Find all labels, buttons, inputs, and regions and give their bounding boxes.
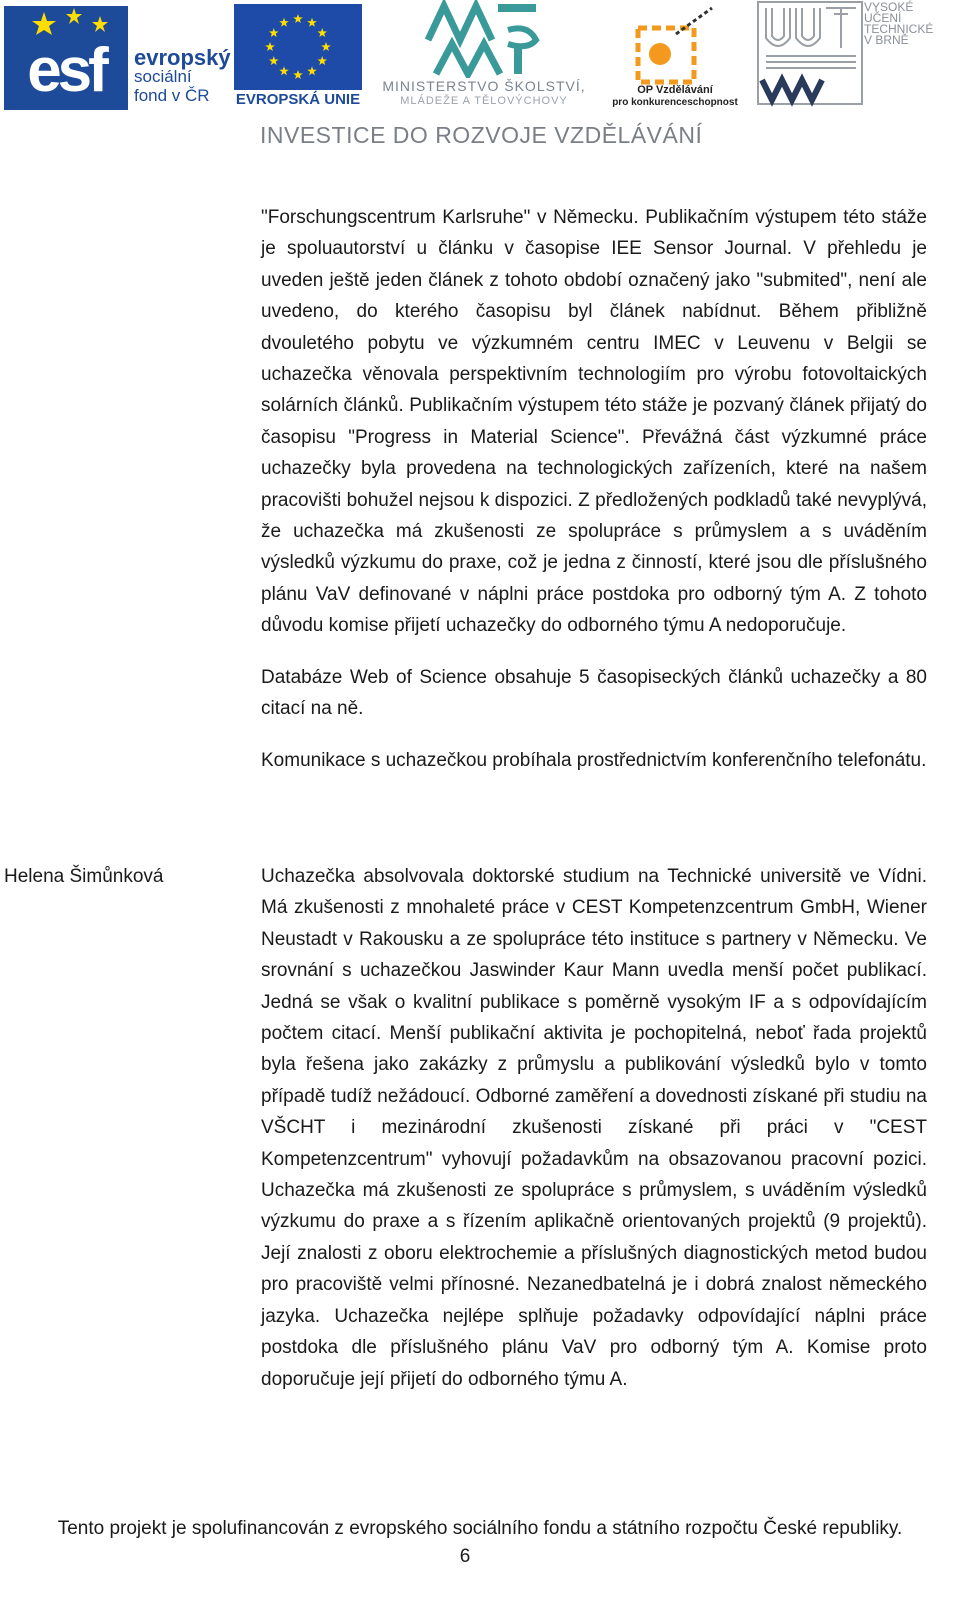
paragraph-1: "Forschungscentrum Karlsruhe" v Německu. Publikačním výstupem této stáže je spoluautorství u článku v časopise IEE Sensor Journal. V přehledu je uveden ještě jeden článek z tohoto období označený jako "submited", není ale uvedeno, do kterého časopisu byl článek nabídnut. Během přibližně dvouletého pobytu ve výzkumném centru IMEC v Leuvenu v Belgii se uchazečka věnovala perspektivním technologiím pro výrobu fotovoltaických solárních článků. Publikačním výstupem této stáže je pozvaný článek přijatý do časopisu "Progress in Material Science". Převážná část výzkumné práce uchazečky byla provedena na technologických zařízeních, které na našem pracovišti bohužel nejsou k dispozici. Z předložených podkladů také nevyplývá, že uchazečka má zkušenosti ze spolupráce s průmyslem a s uváděním výsledků výzkumu do praxe, což je jedna z činností, které jsou dle příslušného plánu VaV definované v náplni práce postdoka pro odborný tým A. Z tohoto důvodu komise přijetí uchazečky do odborného týmu A nedoporučuje.: [261, 207, 927, 637]
esf-line1: evropský: [134, 45, 231, 70]
eu-star-icon: [279, 66, 289, 75]
eu-star-icon: [293, 70, 303, 79]
eu-star-icon: [269, 28, 279, 37]
esf-logo: [4, 6, 231, 110]
eu-star-icon: [265, 42, 275, 51]
eu-star-icon: [307, 66, 317, 75]
paragraph-2: Databáze Web of Science obsahuje 5 časopiseckých článků uchazečky a 80 citací na ně.: [261, 666, 927, 720]
candidate-paragraph: Uchazečka absolvovala doktorské studium na Technické universitě ve Vídni. Má zkušenosti z mnohaleté práce v CEST Kompetenzcentrum GmbH, Wiener Neustadt v Rakousku a ze spolupráce této instituce s partnery v Německu. Ve srovnání s uchazečkou Jaswinder Kaur Mann uvedla menší počet publikací. Jedná se však o kvalitní publikace s poměrně vysokým IF a s odpovídajícím počtem citací. Menší publikační aktivita je pochopitelná, neboť řada projektů byla řešena jako zakázky z průmyslu a publikování výsledků bylo v tomto případě tudíž nežádoucí. Odborné zaměření a dovednosti získané při studiu na VŠCHT i mezinárodní zkušenosti získané při práci v "CEST Kompetenzcentrum" vyhovují požadavkům na obsazovanou pracovní pozici. Uchazečka má zkušenosti ze spolupráce s průmyslem, s uváděním výsledků výzkumu do praxe a s řízením aplikačně orientovaných projektů (9 projektů). Její znalosti z oboru elektrochemie a příslušných diagnostických metod budou pro pracoviště velmi přínosné. Nezanedbatelná je i dobrá znalost německého jazyka. Uchazečka nejlépe splňuje požadavky odpovídající náplni práce postdoka dle příslušného plánu VaV pro odborný tým A. Komise proto doporučuje její přijetí do odborného týmu A.: [261, 866, 927, 1390]
eu-star-icon: [318, 56, 328, 65]
eu-star-icon: [279, 18, 289, 27]
candidate-section: [261, 861, 927, 1395]
vut-line4: V BRNĚ: [864, 33, 909, 47]
vut-text: [864, 2, 933, 46]
eu-stars-icon: [234, 4, 362, 90]
esf-square: [4, 6, 128, 110]
vut-mark-icon: [756, 0, 866, 108]
page-number: 6: [459, 1546, 471, 1567]
eu-flag: [234, 4, 362, 90]
eu-caption: EVROPSKÁ UNIE: [235, 91, 361, 108]
eu-star-icon: [293, 14, 303, 23]
esf-letters: esf: [27, 36, 105, 105]
investice-slogan: INVESTICE DO ROZVOJE VZDĚLÁVÁNÍ: [260, 122, 703, 148]
vut-line3: TECHNICKÉ: [864, 22, 934, 36]
op-line2: pro konkurenceschopnost: [612, 97, 738, 108]
esf-line3: fond v ČR: [134, 86, 210, 105]
esf-line2: sociální: [134, 67, 192, 86]
vut-line1: VYSOKÉ: [864, 0, 914, 14]
msmt-line1: MINISTERSTVO ŠKOLSTVÍ,: [382, 78, 586, 94]
esf-text: [134, 45, 231, 105]
paragraph-3: Komunikace s uchazečkou probíhala prostřednictvím konferenčního telefonátu.: [261, 749, 927, 771]
eu-star-icon: [307, 18, 317, 27]
vut-line2: UČENÍ: [864, 11, 902, 25]
msmt-logo: [372, 0, 596, 112]
footer-text: Tento projekt je spolufinancován z evropského sociálního fondu a státního rozpočtu České republiky.: [57, 1518, 903, 1539]
msmt-mark-icon: [422, 0, 542, 78]
logo-header: [0, 0, 960, 160]
msmt-line2: MLÁDEŽE A TĚLOVÝCHOVY: [400, 95, 568, 107]
candidate-name: Helena Šimůnková: [4, 866, 164, 887]
op-line1: OP Vzdělávání: [637, 84, 713, 96]
op-mark-icon: [630, 4, 720, 86]
vut-logo: [756, 0, 936, 112]
document-body: [261, 202, 927, 796]
op-logo: [600, 0, 750, 112]
eu-logo: [234, 4, 362, 112]
eu-star-icon: [269, 56, 279, 65]
eu-star-icon: [321, 42, 331, 51]
eu-star-icon: [318, 28, 328, 37]
